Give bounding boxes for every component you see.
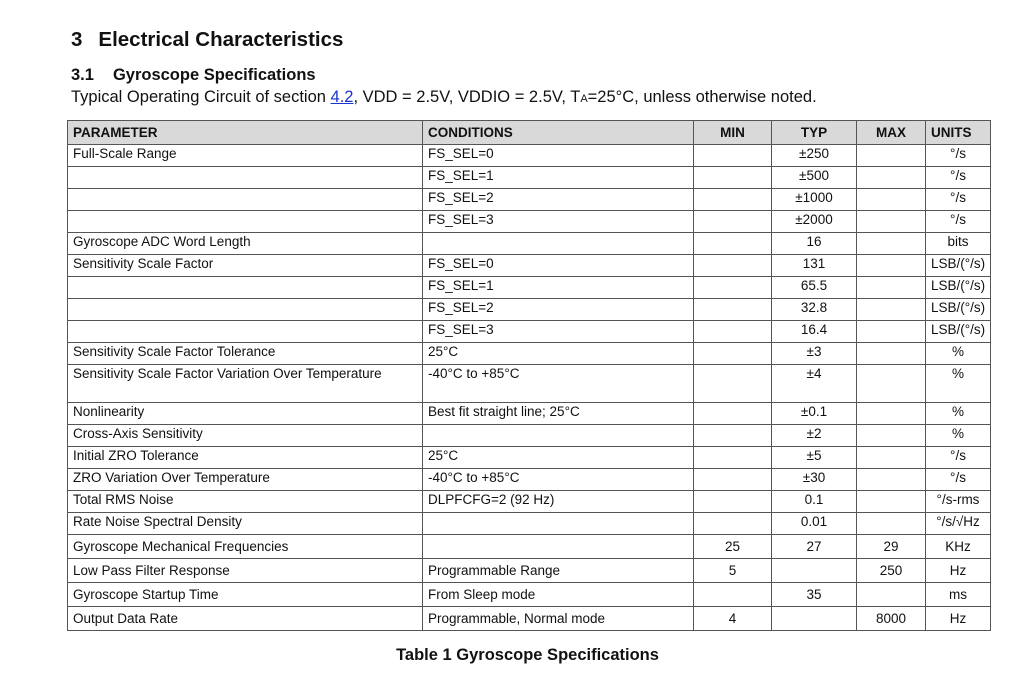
cell-typ [772, 559, 857, 583]
header-conditions: CONDITIONS [423, 121, 694, 145]
cell-conditions: FS_SEL=2 [423, 299, 694, 321]
cell-units: LSB/(°/s) [926, 277, 991, 299]
cell-units: °/s [926, 189, 991, 211]
cell-max [857, 425, 926, 447]
cell-units: Hz [926, 607, 991, 631]
cell-min [694, 343, 772, 365]
cell-max [857, 403, 926, 425]
cell-max [857, 211, 926, 233]
table-row [68, 469, 991, 491]
cell-min [694, 167, 772, 189]
cell-max [857, 365, 926, 403]
cell-conditions: Programmable Range [423, 559, 694, 583]
cell-typ: 27 [772, 535, 857, 559]
cell-typ: ±1000 [772, 189, 857, 211]
cell-min [694, 255, 772, 277]
cell-units: °/s [926, 469, 991, 491]
table-row [68, 535, 991, 559]
table-row [68, 211, 991, 233]
cell-min [694, 321, 772, 343]
table-row [68, 403, 991, 425]
cell-units: ms [926, 583, 991, 607]
subsection-number: 3.1 [71, 66, 94, 84]
cell-min [694, 583, 772, 607]
cell-parameter [68, 211, 423, 233]
section-heading [71, 28, 343, 52]
intro-prefix: Typical Operating Circuit of section [71, 88, 331, 106]
intro-mid: , VDD = 2.5V, VDDIO = 2.5V, T [353, 88, 581, 106]
cell-units: LSB/(°/s) [926, 321, 991, 343]
table-header-row [68, 121, 991, 145]
header-parameter: PARAMETER [68, 121, 423, 145]
cell-min [694, 425, 772, 447]
table-row [68, 277, 991, 299]
subsection-heading [71, 66, 316, 85]
cell-min [694, 403, 772, 425]
header-typ: TYP [772, 121, 857, 145]
table-row [68, 255, 991, 277]
cell-max [857, 343, 926, 365]
cell-units: LSB/(°/s) [926, 255, 991, 277]
table-row [68, 233, 991, 255]
cell-conditions: Best fit straight line; 25°C [423, 403, 694, 425]
cell-max [857, 583, 926, 607]
cell-max [857, 491, 926, 513]
cell-typ: 16.4 [772, 321, 857, 343]
cell-parameter: Output Data Rate [68, 607, 423, 631]
cell-conditions [423, 535, 694, 559]
cell-typ: ±30 [772, 469, 857, 491]
cell-parameter: Total RMS Noise [68, 491, 423, 513]
cell-typ: ±4 [772, 365, 857, 403]
section-number: 3 [71, 28, 83, 51]
table-row [68, 513, 991, 535]
cell-conditions: 25°C [423, 343, 694, 365]
section-link[interactable]: 4.2 [330, 88, 354, 106]
cell-max [857, 277, 926, 299]
cell-typ: 16 [772, 233, 857, 255]
gyroscope-spec-table [67, 120, 991, 631]
cell-max [857, 145, 926, 167]
cell-max [857, 233, 926, 255]
cell-conditions: From Sleep mode [423, 583, 694, 607]
table-row [68, 425, 991, 447]
cell-min [694, 365, 772, 403]
cell-conditions [423, 513, 694, 535]
cell-conditions: FS_SEL=0 [423, 145, 694, 167]
cell-parameter [68, 189, 423, 211]
cell-typ: ±500 [772, 167, 857, 189]
cell-conditions: FS_SEL=1 [423, 167, 694, 189]
header-max: MAX [857, 121, 926, 145]
cell-units: bits [926, 233, 991, 255]
cell-min [694, 491, 772, 513]
cell-parameter: Low Pass Filter Response [68, 559, 423, 583]
cell-typ: 0.01 [772, 513, 857, 535]
cell-typ: 65.5 [772, 277, 857, 299]
cell-max [857, 189, 926, 211]
cell-max [857, 469, 926, 491]
cell-min [694, 469, 772, 491]
cell-parameter: Rate Noise Spectral Density [68, 513, 423, 535]
cell-conditions: FS_SEL=2 [423, 189, 694, 211]
cell-parameter: Sensitivity Scale Factor Tolerance [68, 343, 423, 365]
cell-conditions: FS_SEL=3 [423, 211, 694, 233]
cell-max [857, 447, 926, 469]
cell-max [857, 299, 926, 321]
table-row [68, 583, 991, 607]
cell-max [857, 321, 926, 343]
subsection-title: Gyroscope Specifications [112, 66, 316, 84]
table-row [68, 607, 991, 631]
cell-units: °/s-rms [926, 491, 991, 513]
table-row [68, 365, 991, 403]
cell-min [694, 189, 772, 211]
cell-max: 29 [857, 535, 926, 559]
cell-min: 5 [694, 559, 772, 583]
table-row [68, 299, 991, 321]
cell-parameter: Sensitivity Scale Factor Variation Over Temperature [68, 365, 423, 403]
cell-min [694, 447, 772, 469]
cell-max [857, 167, 926, 189]
cell-max [857, 513, 926, 535]
cell-typ: 0.1 [772, 491, 857, 513]
cell-min [694, 145, 772, 167]
cell-max [857, 255, 926, 277]
table-caption: Table 1 Gyroscope Specifications [396, 646, 659, 664]
cell-min [694, 299, 772, 321]
cell-parameter: ZRO Variation Over Temperature [68, 469, 423, 491]
cell-units: °/s [926, 167, 991, 189]
cell-typ: ±5 [772, 447, 857, 469]
header-min: MIN [694, 121, 772, 145]
cell-typ [772, 607, 857, 631]
cell-parameter: Initial ZRO Tolerance [68, 447, 423, 469]
table-row [68, 491, 991, 513]
cell-parameter: Gyroscope ADC Word Length [68, 233, 423, 255]
cell-min [694, 211, 772, 233]
table-row [68, 167, 991, 189]
cell-conditions: -40°C to +85°C [423, 365, 694, 403]
cell-min [694, 513, 772, 535]
cell-units: LSB/(°/s) [926, 299, 991, 321]
cell-conditions: -40°C to +85°C [423, 469, 694, 491]
cell-min [694, 233, 772, 255]
cell-parameter: Nonlinearity [68, 403, 423, 425]
cell-parameter: Gyroscope Startup Time [68, 583, 423, 607]
cell-typ: ±3 [772, 343, 857, 365]
table-row [68, 189, 991, 211]
cell-min [694, 277, 772, 299]
cell-parameter [68, 277, 423, 299]
cell-units: % [926, 365, 991, 403]
header-units: UNITS [926, 121, 991, 145]
cell-conditions: 25°C [423, 447, 694, 469]
cell-parameter: Sensitivity Scale Factor [68, 255, 423, 277]
cell-units: % [926, 403, 991, 425]
cell-units: Hz [926, 559, 991, 583]
cell-units: °/s [926, 211, 991, 233]
cell-typ: ±2000 [772, 211, 857, 233]
cell-conditions [423, 425, 694, 447]
cell-typ: ±2 [772, 425, 857, 447]
cell-typ: ±250 [772, 145, 857, 167]
cell-min: 25 [694, 535, 772, 559]
cell-typ: ±0.1 [772, 403, 857, 425]
intro-suffix: =25°C, unless otherwise noted. [587, 88, 817, 106]
table-row [68, 447, 991, 469]
cell-parameter [68, 299, 423, 321]
cell-units: °/s [926, 145, 991, 167]
cell-units: % [926, 343, 991, 365]
cell-parameter: Cross-Axis Sensitivity [68, 425, 423, 447]
table-row [68, 145, 991, 167]
section-title: Electrical Characteristics [98, 28, 344, 51]
cell-units: % [926, 425, 991, 447]
cell-conditions [423, 233, 694, 255]
cell-conditions: Programmable, Normal mode [423, 607, 694, 631]
cell-conditions: FS_SEL=3 [423, 321, 694, 343]
cell-units: °/s [926, 447, 991, 469]
table-row [68, 343, 991, 365]
table-body [68, 145, 991, 631]
cell-parameter: Full-Scale Range [68, 145, 423, 167]
cell-conditions: DLPFCFG=2 (92 Hz) [423, 491, 694, 513]
cell-typ: 32.8 [772, 299, 857, 321]
cell-parameter [68, 167, 423, 189]
intro-subscript: A [580, 93, 588, 105]
table-row [68, 321, 991, 343]
table-row [68, 559, 991, 583]
cell-units: °/s/√Hz [926, 513, 991, 535]
cell-conditions: FS_SEL=0 [423, 255, 694, 277]
cell-units: KHz [926, 535, 991, 559]
intro-paragraph [71, 88, 817, 107]
cell-parameter: Gyroscope Mechanical Frequencies [68, 535, 423, 559]
cell-typ: 131 [772, 255, 857, 277]
cell-typ: 35 [772, 583, 857, 607]
cell-conditions: FS_SEL=1 [423, 277, 694, 299]
cell-min: 4 [694, 607, 772, 631]
cell-max: 250 [857, 559, 926, 583]
cell-max: 8000 [857, 607, 926, 631]
cell-parameter [68, 321, 423, 343]
